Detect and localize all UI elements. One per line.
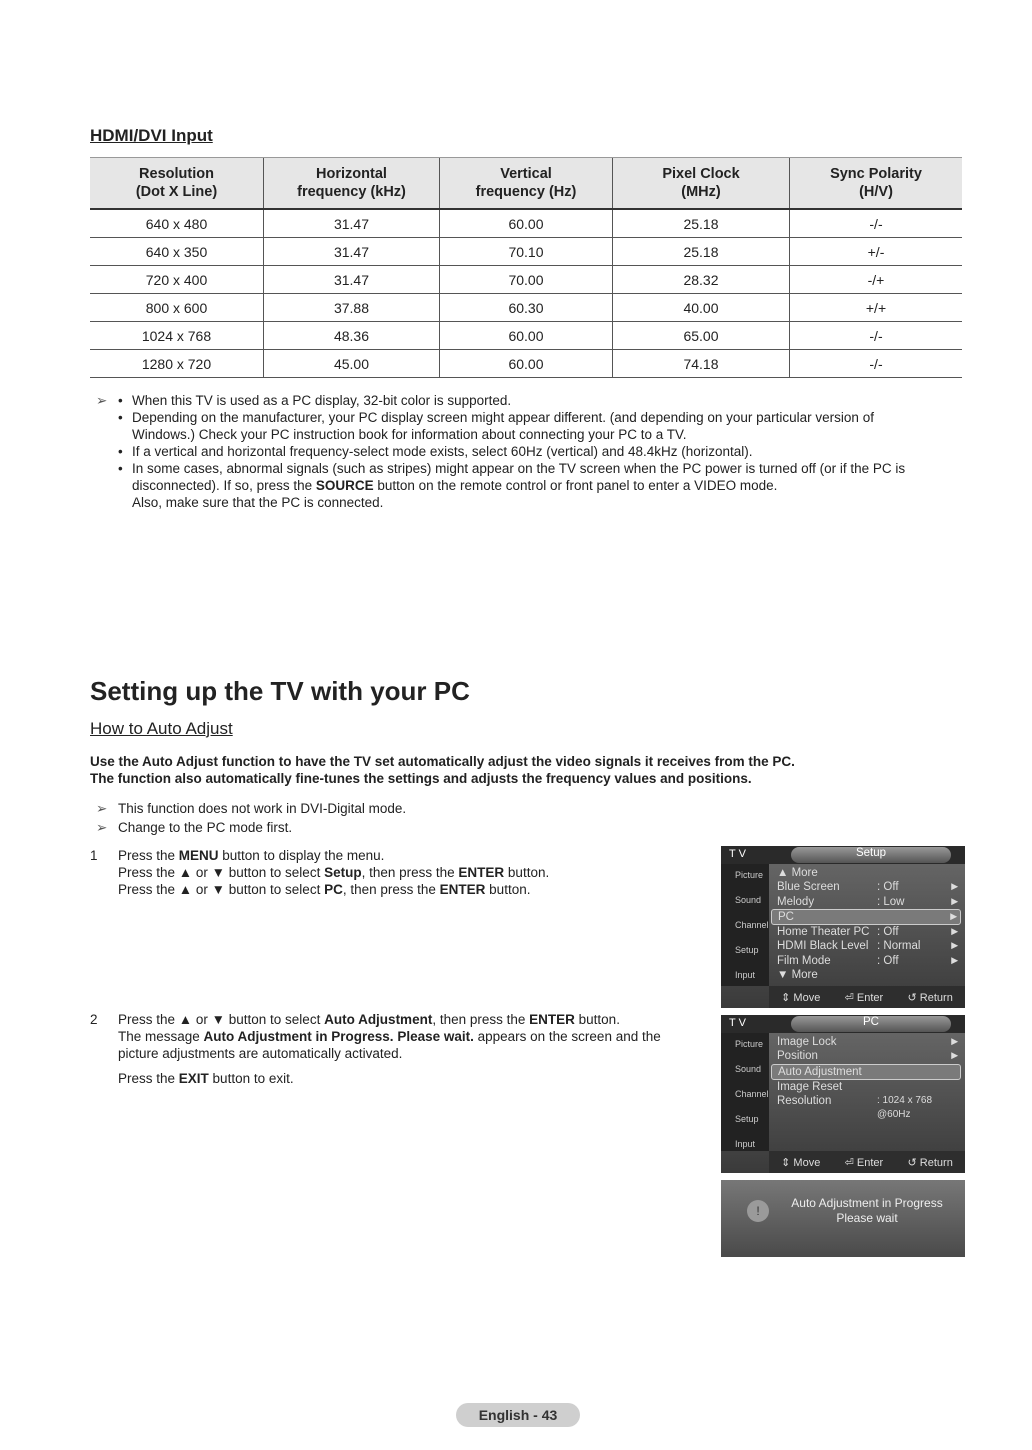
bullet-icon: • [118,393,123,408]
table-title: HDMI/DVI Input [90,126,213,145]
osd-item-melody: Melody : Low ► [777,895,961,908]
table-row [90,294,962,322]
table-row [90,322,962,350]
cell: 37.88 [264,294,440,322]
table-row [90,350,962,378]
table-row [90,266,962,294]
bullet-icon: • [118,444,123,459]
step-number: 2 [90,1012,98,1027]
cell: 640 x 350 [90,238,264,266]
cell: 60.00 [440,209,613,238]
bullet-icon: • [118,410,123,425]
enter-hint: ⏎ Enter [844,1156,884,1169]
page-number: English - 43 [456,1403,580,1427]
progress-dialog [721,1180,965,1257]
osd-item-auto-adjustment: Auto Adjustment [771,1064,961,1080]
col-header-sync-polarity: Sync Polarity (H/V) [790,158,963,210]
cell: 60.00 [440,322,613,350]
progress-line-1: Auto Adjustment in Progress [791,1196,943,1210]
cell: +/+ [790,294,963,322]
cell: -/+ [790,266,963,294]
arrow-right-icon: ► [949,954,961,967]
cell: 640 x 480 [90,209,264,238]
cell: 800 x 600 [90,294,264,322]
procedure-notes: ➢ This function does not work in DVI-Digital mode. ➢ Change to the PC mode first. [96,801,407,835]
table-header-row [90,158,962,210]
bullet-icon: • [118,461,123,476]
cell: 70.00 [440,266,613,294]
intro-text: Use the Auto Adjust function to have the TV set automatically adjust the video signals it receives from the PC. The function also automatically fine-tunes the settings and adjusts the frequency values and positions. [90,754,795,786]
note-text: Also, make sure that the PC is connected. [132,495,384,510]
section-title: Setting up the TV with your PC [90,676,470,706]
arrow-right-icon: ► [949,881,961,894]
arrow-right-icon: ► [949,1036,961,1048]
osd-sidebar [721,1033,769,1151]
input-icon: Input [735,970,756,980]
osd-item-film-mode: Film Mode : Off ► [777,954,961,967]
osd-item-position: Position ► [777,1050,961,1063]
sound-icon: Sound [735,895,762,905]
note-arrow-icon: ➢ [96,393,108,408]
tv-label: T V [729,848,746,860]
cell: 1024 x 768 [90,322,264,350]
cell: 70.10 [440,238,613,266]
cell: 720 x 400 [90,266,264,294]
note-arrow-icon: ➢ [96,801,108,816]
osd-item-more-down: ▼ More [777,969,818,982]
cell: -/- [790,322,963,350]
cell: 45.00 [264,350,440,378]
osd-title: Setup [791,847,951,863]
cell: -/- [790,209,963,238]
step-2: 2 Press the ▲ or ▼ button to select Auto Adjustment, then press the ENTER button. The message Auto Adjustment in Progress. Please wait. appears on the screen and the picture adjustments are automatically activated. Press the EXIT button to exit. [90,1012,661,1086]
setup-icon: Setup [735,945,759,955]
cell: 60.30 [440,294,613,322]
osd-item-more-up: ▲ More [777,867,818,879]
cell: -/- [790,350,963,378]
picture-icon: Picture [735,870,764,880]
move-hint: ⇕ Move [781,1156,821,1169]
col-header-pixel-clock: Pixel Clock (MHz) [613,158,790,210]
cell: 1280 x 720 [90,350,264,378]
info-icon: ! [747,1200,769,1222]
arrow-right-icon: ► [949,1050,961,1063]
step-number: 1 [90,848,98,863]
table-row [90,209,962,238]
note-text: In some cases, abnormal signals (such as stripes) might appear on the TV screen when the PC power is turned off (or if the PC is [132,461,906,476]
osd-item-home-theater-pc: Home Theater PC : Off ► [777,926,961,939]
osd-item-pc: PC ► [771,909,961,925]
osd-item-resolution: Resolution : 1024 x 768 @60Hz [777,1095,933,1121]
table-row [90,238,962,266]
arrow-right-icon: ► [948,910,960,923]
osd-sidebar [721,864,769,986]
return-hint: ↺ Return [907,991,953,1004]
osd-pc-menu [721,1015,965,1173]
note-text: If a vertical and horizontal frequency-select mode exists, select 60Hz (vertical) and 48.4kHz (horizontal). [132,444,753,459]
arrow-right-icon: ► [949,926,961,939]
move-hint: ⇕ Move [781,991,821,1004]
osd-footer [769,986,965,1008]
cell: 40.00 [613,294,790,322]
tv-label: T V [729,1017,746,1029]
cell: 74.18 [613,350,790,378]
input-icon: Input [735,1139,756,1149]
note-text: disconnected). If so, press the SOURCE button on the remote control or front panel to enter a VIDEO mode. [132,478,778,493]
channel-icon: Channel [735,920,769,930]
cell: +/- [790,238,963,266]
cell: 65.00 [613,322,790,350]
note-arrow-icon: ➢ [96,820,108,835]
arrow-right-icon: ► [949,940,961,953]
cell: 60.00 [440,350,613,378]
progress-line-2: Please wait [836,1211,898,1225]
osd-item-image-lock: Image Lock ► [777,1036,961,1048]
note-text: When this TV is used as a PC display, 32-bit color is supported. [132,393,512,408]
osd-item-hdmi-black-level: HDMI Black Level : Normal ► [777,940,961,953]
cell: 28.32 [613,266,790,294]
timing-table [90,157,962,378]
return-hint: ↺ Return [907,1156,953,1169]
step-1: 1 Press the MENU button to display the menu. Press the ▲ or ▼ button to select Setup, then press the ENTER button. Press the ▲ or ▼ button to select PC, then press the ENTER button. [90,848,550,897]
col-header-vertical: Vertical frequency (Hz) [440,158,613,210]
cell: 31.47 [264,238,440,266]
osd-item-image-reset: Image Reset [777,1080,843,1093]
picture-icon: Picture [735,1039,764,1049]
osd-setup-menu [721,846,965,1008]
note-text: Depending on the manufacturer, your PC display screen might appear different. (and depending on your particular version of [132,410,874,425]
setup-icon: Setup [735,1114,759,1124]
section-subtitle: How to Auto Adjust [90,719,233,738]
pc-display-notes [96,392,976,511]
arrow-right-icon: ► [949,895,961,908]
cell: 25.18 [613,238,790,266]
osd-title: PC [791,1016,951,1032]
enter-hint: ⏎ Enter [844,991,884,1004]
osd-footer [769,1151,965,1173]
channel-icon: Channel [735,1089,769,1099]
osd-item-blue-screen: Blue Screen : Off ► [777,881,961,894]
cell: 31.47 [264,209,440,238]
sound-icon: Sound [735,1064,762,1074]
col-header-resolution: Resolution (Dot X Line) [90,158,264,210]
col-header-horizontal: Horizontal frequency (kHz) [264,158,440,210]
cell: 31.47 [264,266,440,294]
cell: 48.36 [264,322,440,350]
note-text: Windows.) Check your PC instruction book for information about connecting your PC to a TV. [132,427,687,442]
cell: 25.18 [613,209,790,238]
